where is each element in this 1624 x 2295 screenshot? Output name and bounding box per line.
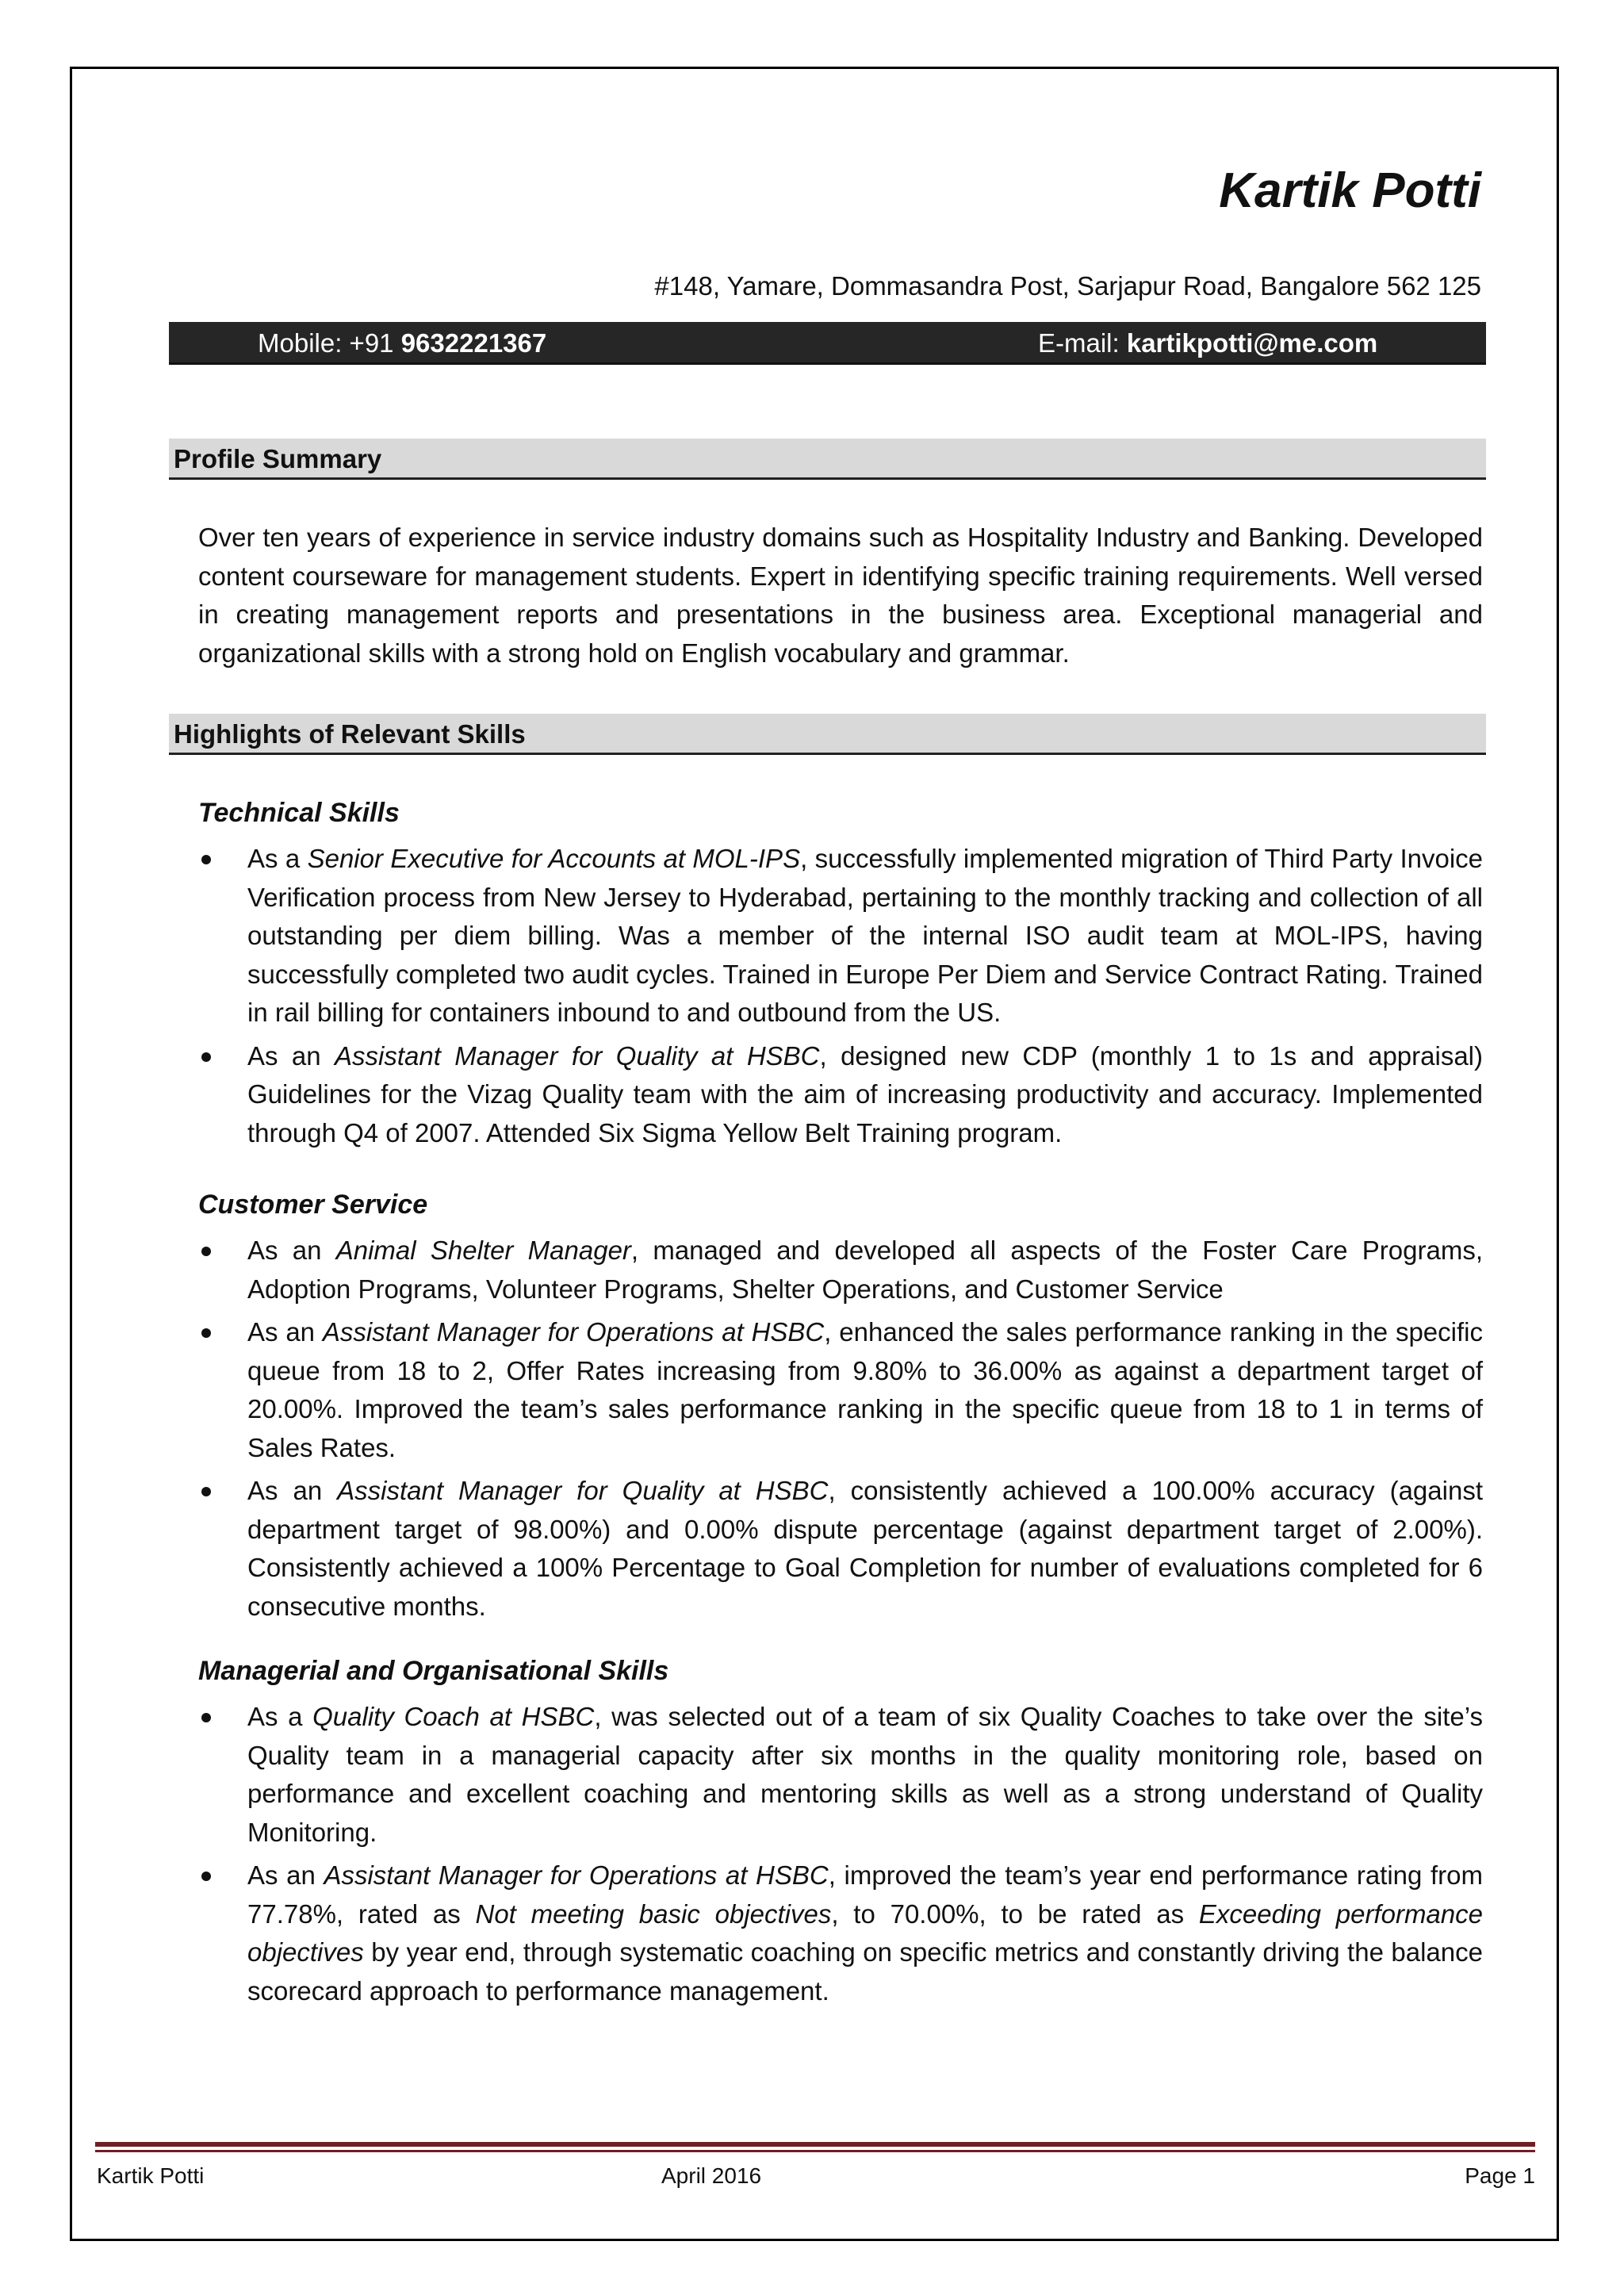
footer-date: April 2016 [661,2163,762,2188]
mobile-number: 9632221367 [400,328,547,358]
subheading-customer-service: Customer Service [198,1190,428,1220]
footer-rule-thin [95,2150,1535,2152]
footer-author: Kartik Potti [97,2163,205,2188]
section-profile-summary: Profile Summary [169,439,1486,480]
email-info [1038,328,1377,358]
email-link[interactable]: kartikpotti@me.com [1126,328,1378,358]
list-item: As an Assistant Manager for Operations at HSBC, improved the team’s year end performance rating from 77.78%, rated as Not meeting basic objectives, to 70.00%, to be rated as Exceeding performance objectives by year end, through systematic coaching on specific metrics and constantly driving the balance scorecard approach to performance management. [198,1856,1483,2010]
managerial-skills-list [198,1698,1483,2015]
list-item: As an Animal Shelter Manager, managed and developed all aspects of the Foster Care Programs, Adoption Programs, Volunteer Programs, Shelter Operations, and Customer Service [198,1232,1483,1308]
technical-skills-list [198,840,1483,1157]
bullet-icon [201,1713,211,1722]
list-item: As an Assistant Manager for Quality at HSBC, consistently achieved a 100.00% accuracy (against department target of 98.00%) and 0.00% dispute percentage (against department target of 2.00%). Consistently achieved a 100% Percentage to Goal Completion for number of evaluations completed for 6 consecutive months. [198,1472,1483,1626]
subheading-managerial-skills: Managerial and Organisational Skills [198,1656,669,1686]
contact-bar [169,322,1486,365]
section-relevant-skills: Highlights of Relevant Skills [169,714,1486,755]
bullet-icon [201,1872,211,1881]
bullet-icon [201,1052,211,1062]
list-item: As an Assistant Manager for Quality at HSBC, designed new CDP (monthly 1 to 1s and appraisal) Guidelines for the Vizag Quality team with the aim of increasing productivity and accuracy. Implemented through Q4 of 2007. Attended Six Sigma Yellow Belt Training program. [198,1037,1483,1153]
subheading-technical-skills: Technical Skills [198,798,400,828]
bullet-icon [201,1328,211,1338]
footer-rule [95,2142,1535,2147]
profile-summary-text: Over ten years of experience in service industry domains such as Hospitality Industry and Banking. Developed content courseware for management students. Expert in identifying specific training requirements. Well versed in creating management reports and presentations in the business area. Exceptional managerial and organizational skills with a strong hold on English vocabulary and grammar. [198,523,1483,668]
list-item: As a Quality Coach at HSBC, was selected out of a team of six Quality Coaches to take over the site’s Quality team in a managerial capacity after six months in the quality monitoring role, based on performance and excellent coaching and mentoring skills as well as a strong understand of Quality Monitoring. [198,1698,1483,1852]
list-item: As a Senior Executive for Accounts at MOL-IPS, successfully implemented migration of Third Party Invoice Verification process from New Jersey to Hyderabad, pertaining to the monthly tracking and collection of all outstanding per diem billing. Was a member of the internal ISO audit team at MOL-IPS, having successfully completed two audit cycles. Trained in Europe Per Diem and Service Contract Rating. Trained in rail billing for containers inbound to and outbound from the US. [198,840,1483,1033]
bullet-icon [201,1247,211,1256]
bullet-icon [201,855,211,864]
candidate-name: Kartik Potti [1219,163,1481,218]
address: #148, Yamare, Dommasandra Post, Sarjapur Road, Bangalore 562 125 [654,271,1481,301]
list-item: As an Assistant Manager for Operations at HSBC, enhanced the sales performance ranking in the specific queue from 18 to 2, Offer Rates increasing from 9.80% to 36.00% as against a department target of 20.00%. Improved the team’s sales performance ranking in the specific queue from 18 to 1 in terms of Sales Rates. [198,1313,1483,1467]
customer-service-list [198,1232,1483,1630]
bullet-icon [201,1487,211,1496]
mobile-info [258,328,546,358]
email-label: E-mail: [1038,328,1127,358]
footer-page-number: Page 1 [1465,2163,1535,2188]
mobile-label: Mobile: +91 [258,328,401,358]
